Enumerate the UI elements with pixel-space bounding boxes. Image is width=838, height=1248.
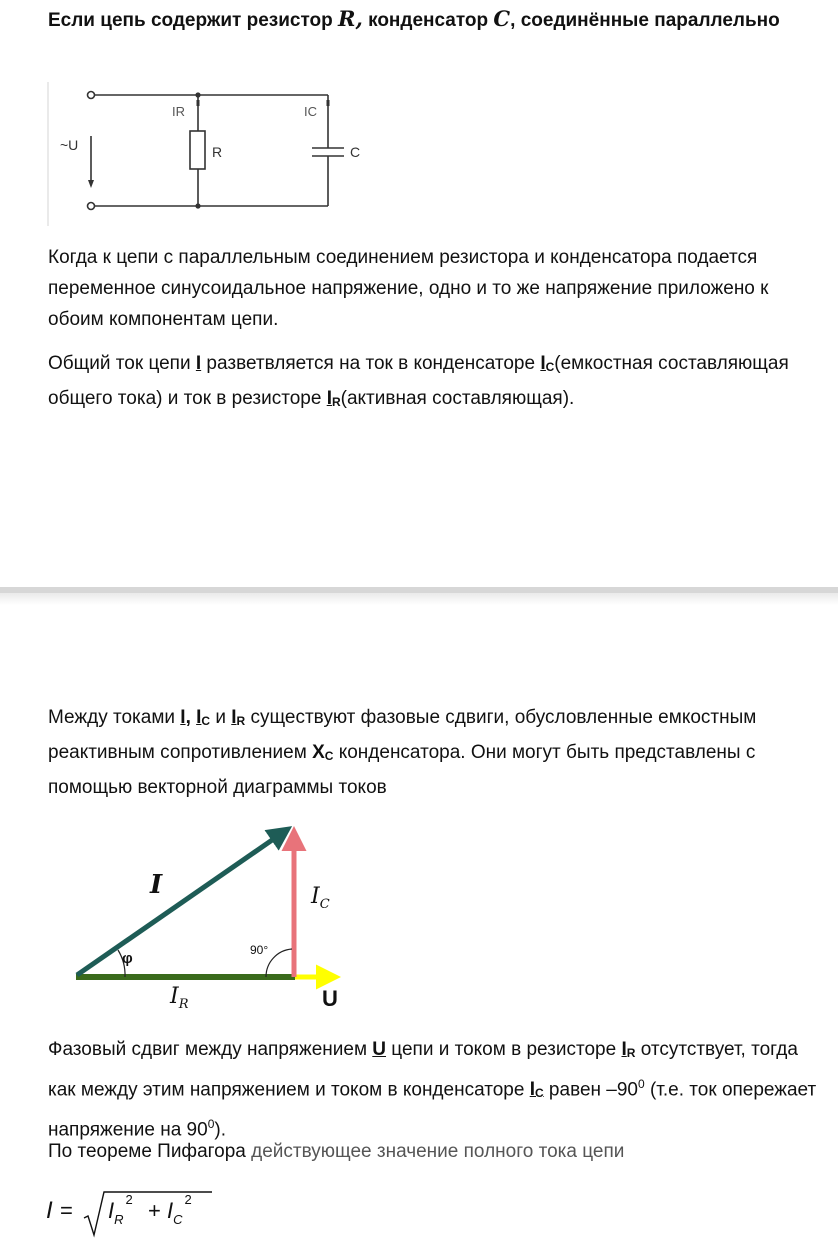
heading-var-r: R, [338, 6, 363, 31]
label-ic: $I_C$ [311, 884, 330, 912]
formula-total-current [44, 1188, 214, 1240]
heading-prefix: Если цепь содержит резистор [48, 10, 333, 31]
paragraph-pythagoras: По теореме Пифагора действующее значение полного тока цепи [48, 1141, 625, 1162]
current-r-label: IR [172, 104, 185, 119]
heading-var-c: C [493, 6, 511, 31]
heading-mid: конденсатор [368, 10, 489, 31]
paragraph-phase-shifts: Между токами I, $I_C$ и $I_R$ существуют фазовые сдвиги, обусловленные емкостным реактивным сопротивлением $X_C$ конденсатора. Они могут быть представлены с помощью векторной диаграммы токов [48, 707, 757, 798]
p3-ic: $I_C$ [196, 707, 211, 728]
p3-ir: $I_R$ [231, 707, 246, 728]
heading-suffix: , соединённые параллельно [510, 10, 780, 31]
p2-t2: разветвляется на ток в конденсаторе [201, 353, 541, 374]
label-ir: $I_R$ [170, 984, 189, 1012]
paragraph-current-split [48, 348, 823, 418]
vector-diagram [70, 815, 360, 1020]
formula-ic: $I_C^2$ [167, 1192, 192, 1227]
p4-ir: $I_R$ [621, 1039, 636, 1060]
page-separator-shadow [0, 593, 838, 605]
label-total-current: I [150, 870, 163, 900]
section-heading [48, 4, 828, 36]
label-u: U [322, 986, 338, 1011]
resistor-label: R [212, 144, 223, 160]
label-phi: φ [122, 950, 133, 967]
p2-t4: (активная составляющая). [340, 388, 575, 409]
p2-ir: $I_R$ [326, 388, 341, 409]
formula-lhs: I [46, 1197, 53, 1224]
capacitor-label: C [350, 144, 361, 160]
right-angle-arc [266, 949, 292, 977]
p4-ic: $I_C$ [529, 1079, 544, 1101]
formula-plus: + [148, 1198, 161, 1223]
terminal-bottom [88, 203, 95, 210]
p2-total-current: I [195, 353, 202, 374]
paragraph-phase-difference: Фазовый сдвиг между напряжением U цепи и током в резисторе $I_R$ отсутствует, тогда как между этим напряжением и током в конденсаторе $I_C$ равен $-90^0$ (т.е. ток опережает напряжение на $90^0$). [48, 1039, 817, 1141]
paragraph-voltage-applied: Когда к цепи с параллельным соединением резистора и конденсатора подается переменное синусоидальное напряжение, одно и то же напряжение приложено к обоим компонентам цепи. [48, 247, 769, 330]
formula-ir: $I_R^2$ [108, 1192, 133, 1227]
p4-u: U [372, 1039, 387, 1060]
formula-eq: = [60, 1198, 73, 1223]
p2-t1: Общий ток цепи [48, 353, 196, 374]
p2-t3: (емкостная составляющая общего тока) и ток в резисторе [48, 353, 789, 409]
resistor-symbol [190, 131, 205, 169]
p5-rms-phrase: действующее значение полного тока цепи [251, 1141, 625, 1162]
terminal-top [88, 92, 95, 99]
current-c-label: IC [304, 104, 317, 119]
p3-xc: $X_C$ [312, 742, 334, 763]
circuit-diagram [46, 82, 366, 228]
label-90: 90° [250, 943, 269, 957]
p3-total-current: I [180, 707, 186, 728]
source-label: ~U [60, 137, 79, 153]
p2-ic: $I_C$ [540, 353, 555, 374]
